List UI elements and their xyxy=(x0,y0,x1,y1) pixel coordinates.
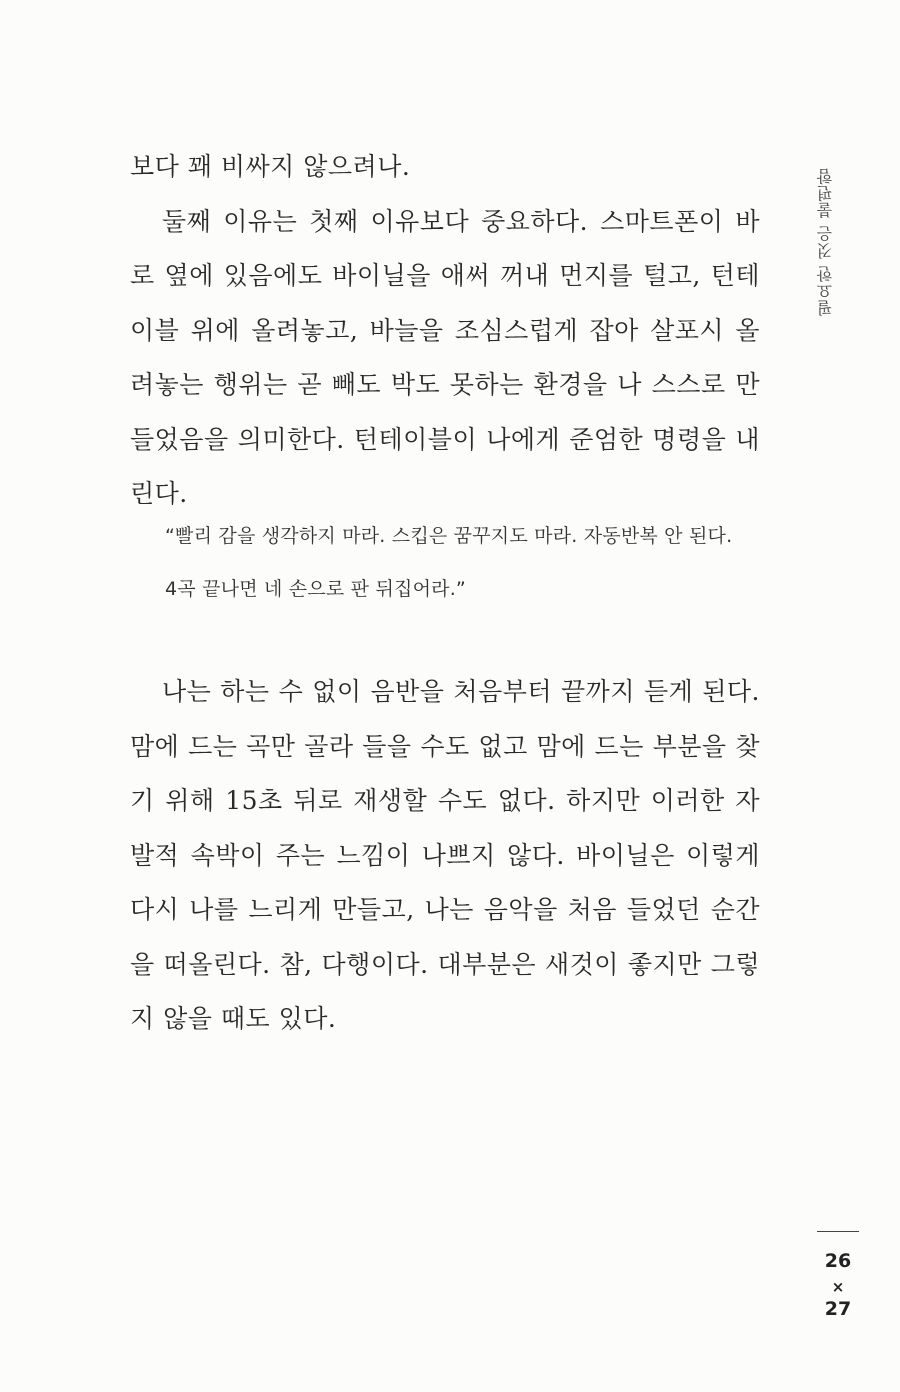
page-number-left: 26 xyxy=(824,1250,852,1272)
page-number-separator: × xyxy=(831,1278,845,1296)
block-quote xyxy=(165,510,735,616)
body-text-top xyxy=(130,140,760,522)
paragraph-continuation: 보다 꽤 비싸지 않으려나. xyxy=(130,152,411,181)
paragraph-second-reason: 둘째 이유는 첫째 이유보다 중요하다. 스마트폰이 바로 옆에 있음에도 바이닐을 애써 꺼내 먼지를 털고, 턴테이블 위에 올려놓고, 바늘을 조심스럽게 잡아 살포시 올려놓는 행위는 곧 빼도 박도 못하는 환경을 나 스스로 만들었음을 의미한다. 턴테이블이 나에게 준엄한 명령을 내린다. xyxy=(130,206,760,508)
quote-text: “빨리 감을 생각하지 마라. 스킵은 꿈꾸지도 마라. 자동반복 안 된다. 4곡 끝나면 네 손으로 판 뒤집어라.” xyxy=(165,525,733,600)
body-text-bottom xyxy=(130,665,760,1047)
running-head: 필요한 것은 불편함 xyxy=(816,167,835,316)
paragraph-conclusion: 나는 하는 수 없이 음반을 처음부터 끝까지 듣게 된다. 맘에 드는 곡만 골라 들을 수도 없고 맘에 드는 부분을 찾기 위해 15초 뒤로 재생할 수도 없다. 하지만 이러한 자발적 속박이 주는 느낌이 나쁘지 않다. 바이닐은 이렇게 다시 나를 느리게 만들고, 나는 음악을 처음 들었던 순간을 떠올린다. 참, 다행이다. 대부분은 새것이 좋지만 그렇지 않을 때도 있다. xyxy=(130,677,760,1033)
folio-divider xyxy=(817,1231,859,1232)
page-number-right: 27 xyxy=(824,1298,852,1320)
